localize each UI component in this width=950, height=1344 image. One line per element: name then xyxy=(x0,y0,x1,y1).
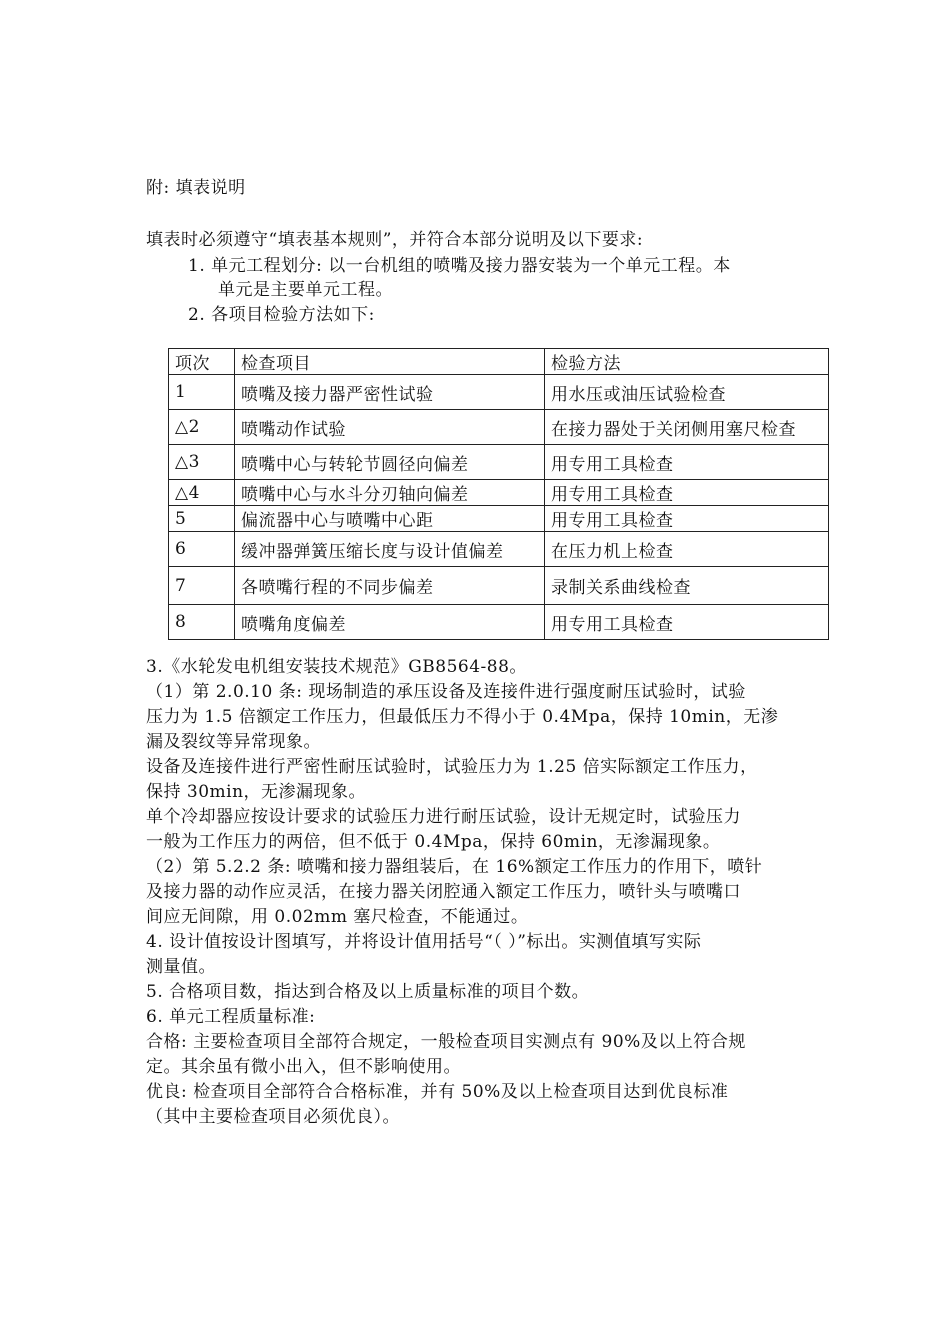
row-no: △2 xyxy=(169,410,235,445)
row-item: 喷嘴角度偏差 xyxy=(235,605,545,640)
row-no: 1 xyxy=(169,375,235,410)
body-line: 压力为 1.5 倍额定工作压力，但最低压力不得小于 0.4Mpa，保持 10min，无渗 xyxy=(146,707,779,727)
row-item: 喷嘴中心与水斗分刃轴向偏差 xyxy=(235,480,545,506)
row-no: 8 xyxy=(169,605,235,640)
header-no: 项次 xyxy=(169,349,235,375)
item-2: 2. 各项目检验方法如下: xyxy=(188,305,375,325)
row-no: △3 xyxy=(169,445,235,480)
body-line: 4. 设计值按设计图填写，并将设计值用括号“（ ）”标出。实测值填写实际 xyxy=(146,932,702,952)
row-item: 喷嘴中心与转轮节圆径向偏差 xyxy=(235,445,545,480)
row-item: 缓冲器弹簧压缩长度与设计值偏差 xyxy=(235,532,545,567)
table-row xyxy=(169,445,829,480)
body-line: 合格: 主要检查项目全部符合规定，一般检查项目实测点有 90%及以上符合规 xyxy=(146,1032,746,1052)
table-row xyxy=(169,410,829,445)
table-row xyxy=(169,506,829,532)
row-item: 喷嘴动作试验 xyxy=(235,410,545,445)
body-line: 及接力器的动作应灵活，在接力器关闭腔通入额定工作压力，喷针头与喷嘴口 xyxy=(146,882,741,902)
row-method: 用专用工具检查 xyxy=(545,480,829,506)
body-line: 单个冷却器应按设计要求的试验压力进行耐压试验，设计无规定时，试验压力 xyxy=(146,807,741,827)
body-line: （2）第 5.2.2 条: 喷嘴和接力器组装后，在 16%额定工作压力的作用下，喷针 xyxy=(146,857,763,877)
body-line: （其中主要检查项目必须优良）。 xyxy=(146,1107,400,1127)
row-method: 用水压或油压试验检查 xyxy=(545,375,829,410)
table-row xyxy=(169,480,829,506)
item-1-line-2: 单元是主要单元工程。 xyxy=(218,280,393,300)
row-method: 在压力机上检查 xyxy=(545,532,829,567)
row-no: 6 xyxy=(169,532,235,567)
body-line: （1）第 2.0.10 条: 现场制造的承压设备及连接件进行强度耐压试验时，试验 xyxy=(146,682,746,702)
row-no: △4 xyxy=(169,480,235,506)
row-no: 5 xyxy=(169,506,235,532)
table-row xyxy=(169,375,829,410)
row-method: 用专用工具检查 xyxy=(545,605,829,640)
row-no: 7 xyxy=(169,567,235,605)
body-line: 保持 30min，无渗漏现象。 xyxy=(146,782,367,802)
body-line: 设备及连接件进行严密性耐压试验时，试验压力为 1.25 倍实际额定工作压力， xyxy=(146,757,758,777)
header-item: 检查项目 xyxy=(235,349,545,375)
inspection-method-table xyxy=(168,348,829,640)
table-header-row xyxy=(169,349,829,375)
row-item: 喷嘴及接力器严密性试验 xyxy=(235,375,545,410)
page-title: 附: 填表说明 xyxy=(146,178,246,198)
body-line: 测量值。 xyxy=(146,957,216,977)
body-line: 一般为工作压力的两倍，但不低于 0.4Mpa，保持 60min，无渗漏现象。 xyxy=(146,832,721,852)
body-line: 5. 合格项目数，指达到合格及以上质量标准的项目个数。 xyxy=(146,982,590,1002)
body-line: 漏及裂纹等异常现象。 xyxy=(146,732,321,752)
row-method: 用专用工具检查 xyxy=(545,506,829,532)
body-line: 优良: 检查项目全部符合合格标准，并有 50%及以上检查项目达到优良标准 xyxy=(146,1082,729,1102)
table-row xyxy=(169,532,829,567)
body-line: 定。其余虽有微小出入，但不影响使用。 xyxy=(146,1057,461,1077)
row-method: 用专用工具检查 xyxy=(545,445,829,480)
row-method: 在接力器处于关闭侧用塞尺检查 xyxy=(545,410,829,445)
item-1-line-1: 1. 单元工程划分: 以一台机组的喷嘴及接力器安装为一个单元工程。本 xyxy=(188,256,731,276)
body-line: 3.《水轮发电机组安装技术规范》GB8564-88。 xyxy=(146,657,527,677)
header-method: 检验方法 xyxy=(545,349,829,375)
intro-text: 填表时必须遵守“填表基本规则”，并符合本部分说明及以下要求: xyxy=(146,230,644,250)
body-line: 6. 单元工程质量标准: xyxy=(146,1007,316,1027)
row-item: 各喷嘴行程的不同步偏差 xyxy=(235,567,545,605)
table-row xyxy=(169,605,829,640)
table-row xyxy=(169,567,829,605)
body-line: 间应无间隙，用 0.02mm 塞尺检查，不能通过。 xyxy=(146,907,529,927)
row-method: 录制关系曲线检查 xyxy=(545,567,829,605)
row-item: 偏流器中心与喷嘴中心距 xyxy=(235,506,545,532)
